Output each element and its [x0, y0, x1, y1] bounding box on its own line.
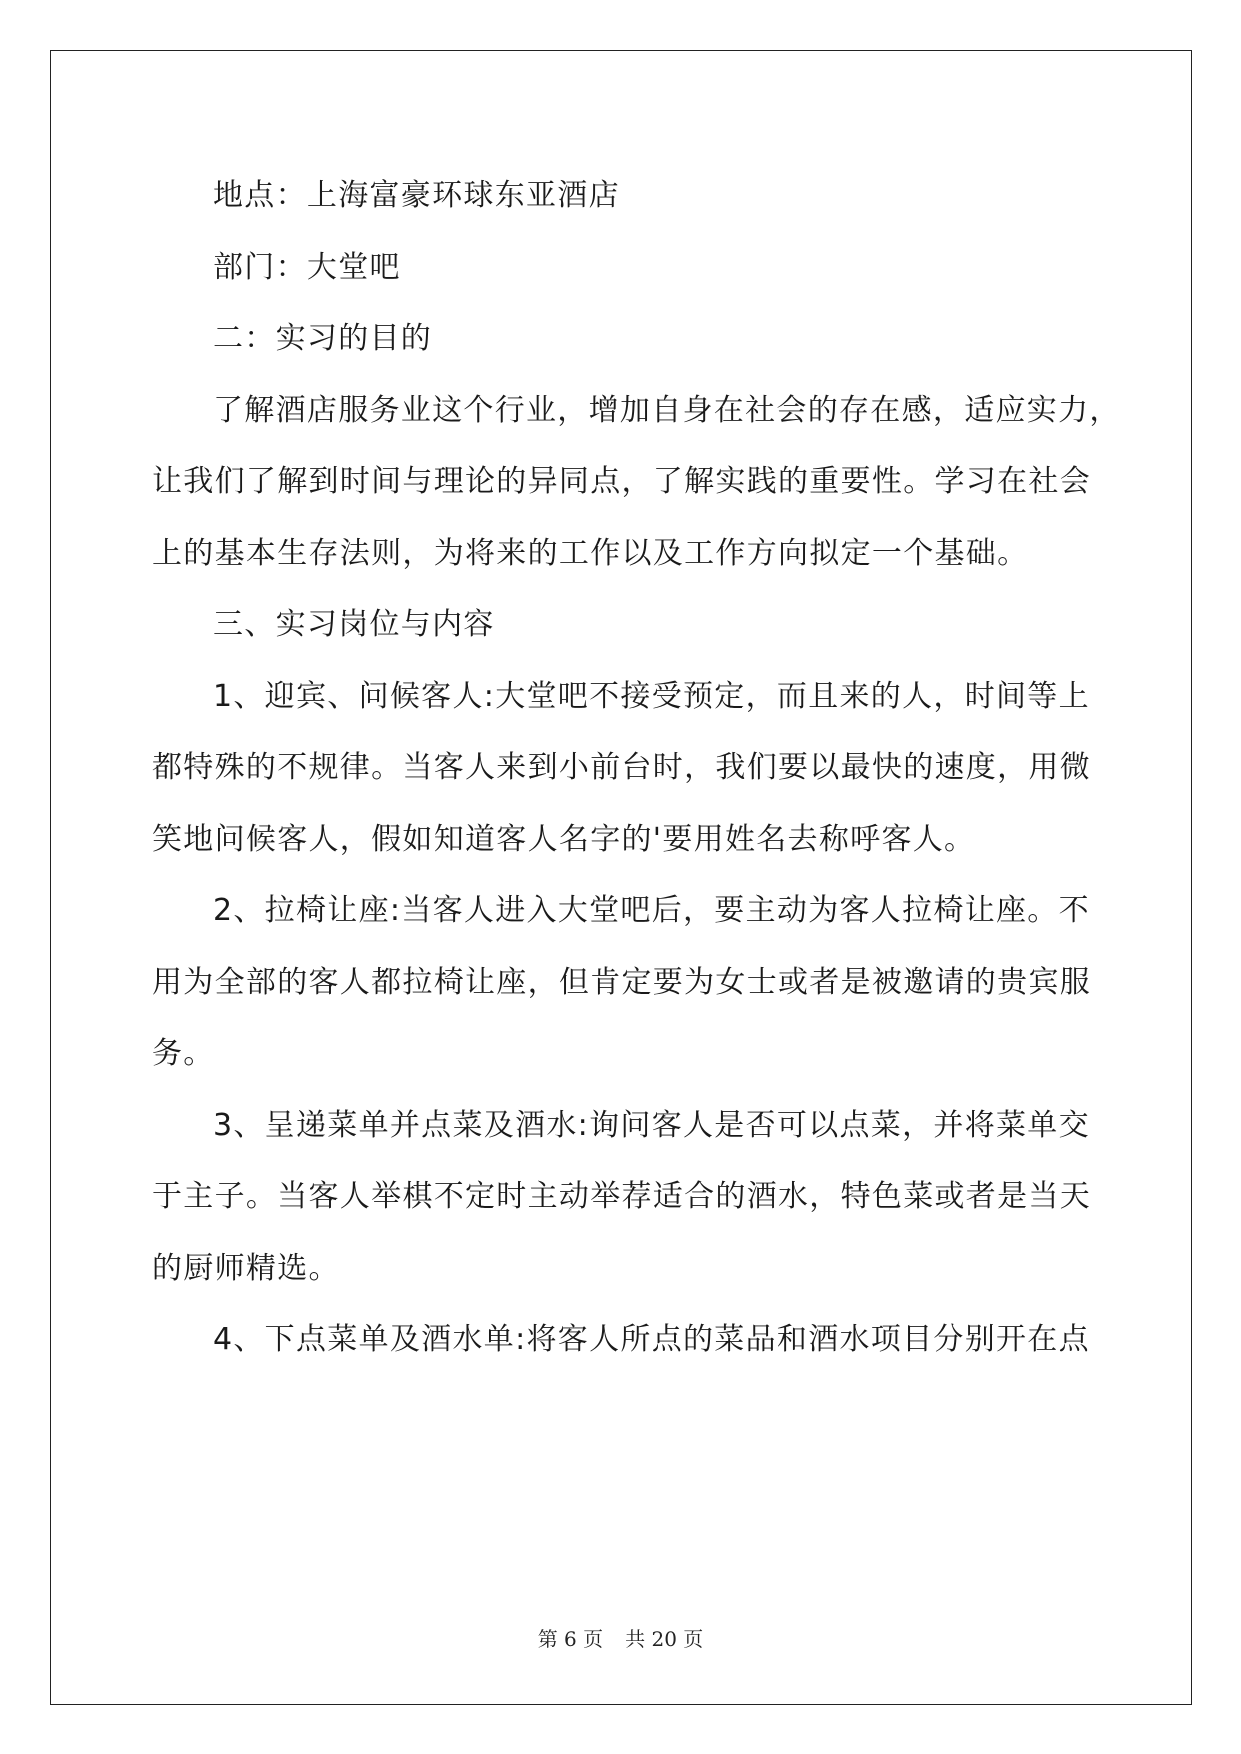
text-line: 部门：大堂吧	[213, 249, 401, 285]
document-body	[152, 160, 1121, 1376]
text-line: 上的基本生存法则，为将来的工作以及工作方向拟定一个基础。	[152, 535, 1029, 571]
text-line: 地点：上海富豪环球东亚酒店	[213, 178, 620, 213]
text-line: 了解酒店服务业这个行业，增加自身在社会的存在感，适应实力，	[213, 392, 1121, 428]
text-line: 4、下点菜单及酒水单:将客人所点的菜品和酒水项目分别开在点	[213, 1322, 1090, 1357]
text-line: 都特殊的不规律。当客人来到小前台时，我们要以最快的速度，用微	[152, 750, 1091, 785]
text-line: 用为全部的客人都拉椅让座，但肯定要为女士或者是被邀请的贵宾服	[152, 964, 1091, 1000]
page-total: 共 20 页	[625, 1627, 704, 1651]
text-line: 务。	[152, 1036, 215, 1071]
section-heading: 三、实习岗位与内容	[213, 607, 495, 642]
page-number: 第 6 页	[537, 1627, 604, 1651]
text-line: 3、呈递菜单并点菜及酒水:询问客人是否可以点菜，并将菜单交	[213, 1107, 1090, 1143]
text-line: 让我们了解到时间与理论的异同点，了解实践的重要性。学习在社会	[152, 464, 1091, 499]
section-heading: 二：实习的目的	[213, 321, 433, 356]
text-line: 的厨师精选。	[152, 1250, 340, 1286]
text-line: 于主子。当客人举棋不定时主动举荐适合的酒水，特色菜或者是当天	[152, 1179, 1091, 1214]
text-line: 笑地问候客人，假如知道客人名字的'要用姓名去称呼客人。	[152, 821, 976, 857]
page-footer	[0, 1623, 1241, 1652]
text-line: 2、拉椅让座:当客人进入大堂吧后，要主动为客人拉椅让座。不	[213, 893, 1090, 928]
text-line: 1、迎宾、问候客人:大堂吧不接受预定，而且来的人，时间等上	[213, 678, 1090, 714]
